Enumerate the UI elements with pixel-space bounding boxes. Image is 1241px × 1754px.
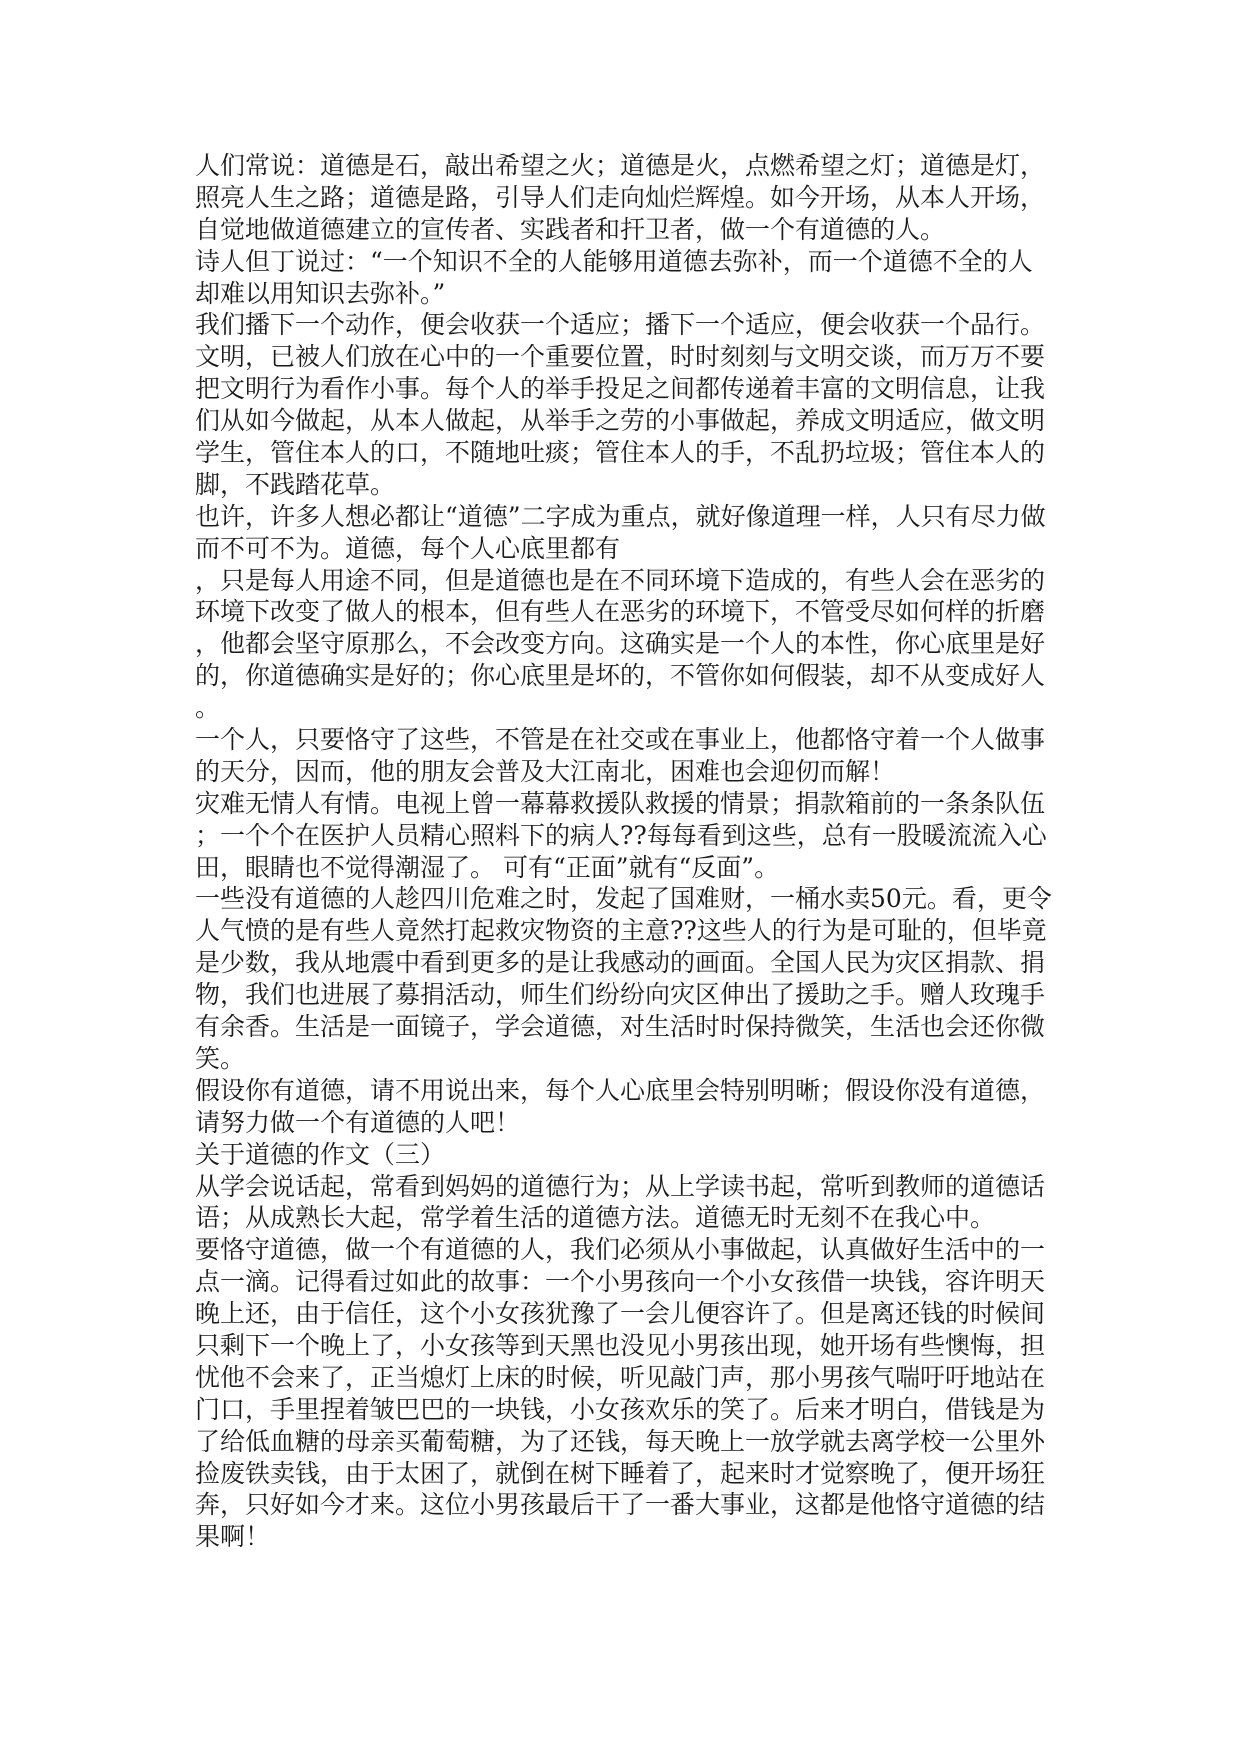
text-line: 田，眼睛也不觉得潮湿了。 可有“正面”就有“反面”。 <box>195 852 780 882</box>
text-line: 学生，管住本人的口，不随地吐痰；管住本人的手，不乱扔垃圾；管住本人的 <box>195 438 1046 468</box>
text-line: 只剩下一个晚上了，小女孩等到天黑也没见小男孩出现，她开场有些懊悔，担 <box>195 1330 1046 1360</box>
text-line: ；一个个在医护人员精心照料下的病人??每每看到这些，总有一股暖流流入心 <box>195 820 1047 850</box>
text-line: 一些没有道德的人趁四川危难之时，发起了国难财，一桶水卖50元。看，更令 <box>195 884 1052 914</box>
text-line: 的天分，因而，他的朋友会普及大江南北，困难也会迎仞而解！ <box>195 756 896 786</box>
text-line: 文明，已被人们放在心中的一个重要位置，时时刻刻与文明交谈，而万万不要 <box>195 342 1046 372</box>
text-line: 脚，不践踏花草。 <box>195 469 396 499</box>
text-line: 灾难无情人有情。电视上曾一幕幕救援队救援的情景；捐款箱前的一条条队伍 <box>195 788 1046 818</box>
text-line: 人气愤的是有些人竟然打起救灾物资的主意??这些人的行为是可耻的，但毕竟 <box>195 916 1047 946</box>
text-line: 捡废铁卖钱，由于太困了，就倒在树下睡着了，起来时才觉察晚了，便开场狂 <box>195 1458 1046 1488</box>
section-heading: 关于道德的作文（三） <box>195 1139 446 1169</box>
text-line: 门口，手里捏着皱巴巴的一块钱，小女孩欢乐的笑了。后来才明白，借钱是为 <box>195 1394 1046 1424</box>
text-line: 有余香。生活是一面镜子，学会道德，对生活时时保持微笑，生活也会还你微 <box>195 1012 1046 1042</box>
text-line: 一个人，只要恪守了这些，不管是在社交或在事业上，他都恪守着一个人做事 <box>195 725 1046 755</box>
text-line: 把文明行为看作小事。每个人的举手投足之间都传递着丰富的文明信息，让我 <box>195 374 1046 404</box>
text-line: 也许，许多人想必都让“道德”二字成为重点，就好像道理一样，人只有尽力做 <box>195 501 1046 531</box>
document-page <box>195 150 1095 1553</box>
text-line: 人们常说：道德是石，敲出希望之火；道德是火，点燃希望之灯；道德是灯， <box>195 151 1046 180</box>
text-line: 们从如今做起，从本人做起，从举手之劳的小事做起，养成文明适应，做文明 <box>195 406 1046 436</box>
text-line: 我们播下一个动作，便会收获一个适应；播下一个适应，便会收获一个品行。 <box>195 310 1046 340</box>
text-line: 。 <box>195 693 221 723</box>
text-line: 物，我们也进展了募捐活动，师生们纷纷向灾区伸出了援助之手。赠人玫瑰手 <box>195 980 1046 1010</box>
text-line: 要恪守道德，做一个有道德的人，我们必须从小事做起，认真做好生活中的一 <box>195 1235 1046 1265</box>
text-line: 果啊！ <box>195 1522 271 1552</box>
text-line: 假设你有道德，请不用说出来，每个人心底里会特别明晰；假设你没有道德， <box>195 1075 1046 1105</box>
text-line: 点一滴。记得看过如此的故事：一个小男孩向一个小女孩借一块钱，容许明天 <box>195 1267 1046 1297</box>
text-line: 却难以用知识去弥补。” <box>195 278 446 308</box>
text-line: 自觉地做道德建立的宣传者、实践者和扞卫者，做一个有道德的人。 <box>195 214 946 244</box>
text-line: 笑。 <box>195 1043 246 1073</box>
text-line: 从学会说话起，常看到妈妈的道德行为；从上学读书起，常听到教师的道德话 <box>195 1171 1046 1201</box>
text-line: ，他都会坚守原那么，不会改变方向。这确实是一个人的本性，你心底里是好 <box>195 629 1046 659</box>
text-line: 晚上还，由于信任，这个小女孩犹豫了一会儿便容许了。但是离还钱的时候间 <box>195 1299 1046 1329</box>
text-line: 环境下改变了做人的根本，但有些人在恶劣的环境下，不管受尽如何样的折磨 <box>195 597 1046 627</box>
text-line: 忧他不会来了，正当熄灯上床的时候，听见敲门声，那小男孩气喘吁吁地站在 <box>195 1362 1046 1392</box>
text-line: 而不可不为。道德，每个人心底里都有 <box>195 533 621 563</box>
text-line: 的，你道德确实是好的；你心底里是坏的，不管你如何假装，却不从变成好人 <box>195 661 1046 691</box>
text-line: 语；从成熟长大起，常学着生活的道德方法。道德无时无刻不在我心中。 <box>195 1203 996 1233</box>
text-line: 了给低血糖的母亲买葡萄糖，为了还钱，每天晚上一放学就去离学校一公里外 <box>195 1426 1046 1456</box>
text-line: 照亮人生之路；道德是路，引导人们走向灿烂辉煌。如今开场，从本人开场， <box>195 182 1046 212</box>
text-line: 请努力做一个有道德的人吧！ <box>195 1107 521 1137</box>
text-line: ，只是每人用途不同，但是道德也是在不同环境下造成的，有些人会在恶劣的 <box>195 565 1046 595</box>
text-line: 诗人但丁说过：“一个知识不全的人能够用道德去弥补，而一个道德不全的人 <box>195 246 1033 276</box>
text-line: 是少数，我从地震中看到更多的是让我感动的画面。全国人民为灾区捐款、捐 <box>195 948 1046 978</box>
text-line: 奔，只好如今才来。这位小男孩最后干了一番大事业，这都是他恪守道德的结 <box>195 1490 1046 1520</box>
